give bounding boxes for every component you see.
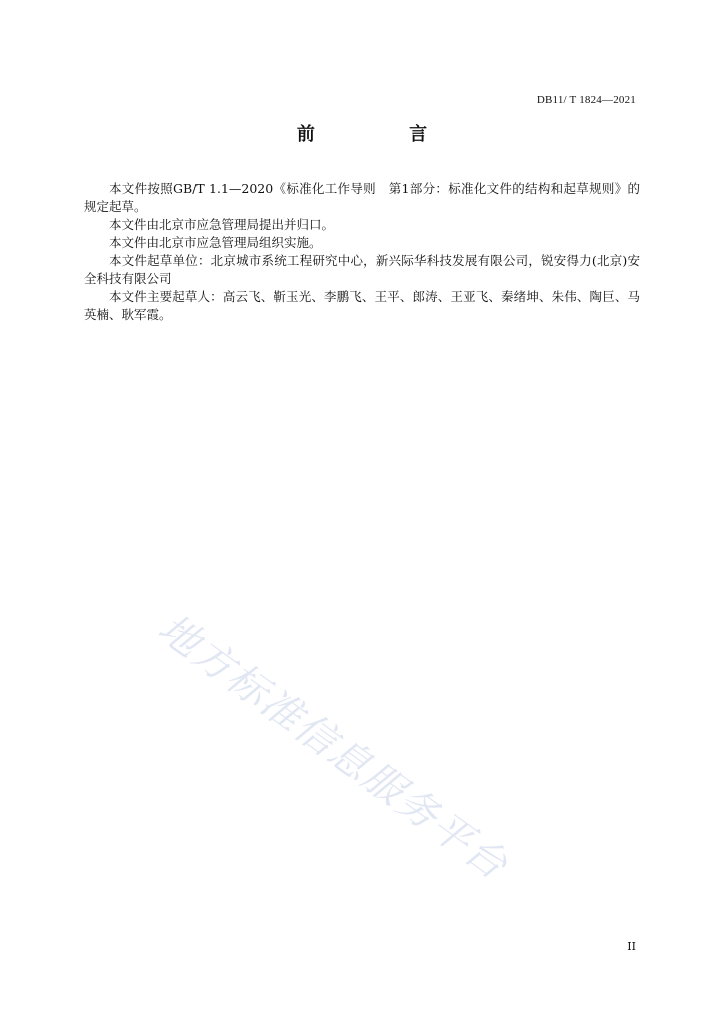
watermark: 地方标准信息服务平台 bbox=[149, 605, 517, 890]
foreword-body bbox=[84, 180, 640, 324]
standard-code: DB11/ T 1824—2021 bbox=[536, 94, 636, 106]
paragraph-drafting-rules: 本文件按照GB/T 1.1—2020《标准化工作导则 第1部分：标准化文件的结构和起草规则》的规定起草。 bbox=[84, 181, 640, 214]
paragraph-proposer: 本文件由北京市应急管理局提出并归口。 bbox=[109, 217, 335, 232]
paragraph-main-drafters: 本文件主要起草人：高云飞、靳玉光、李鹏飞、王平、郎涛、王亚飞、秦绪坤、朱伟、陶巨、马英楠、耿军霞。 bbox=[84, 289, 640, 322]
paragraph-drafting-units: 本文件起草单位：北京城市系统工程研究中心，新兴际华科技发展有限公司，锐安得力(北京)安全科技有限公司 bbox=[84, 253, 640, 286]
page-title: 前 言 bbox=[296, 124, 472, 145]
page-number: II bbox=[627, 940, 636, 953]
paragraph-implementer: 本文件由北京市应急管理局组织实施。 bbox=[109, 235, 322, 250]
